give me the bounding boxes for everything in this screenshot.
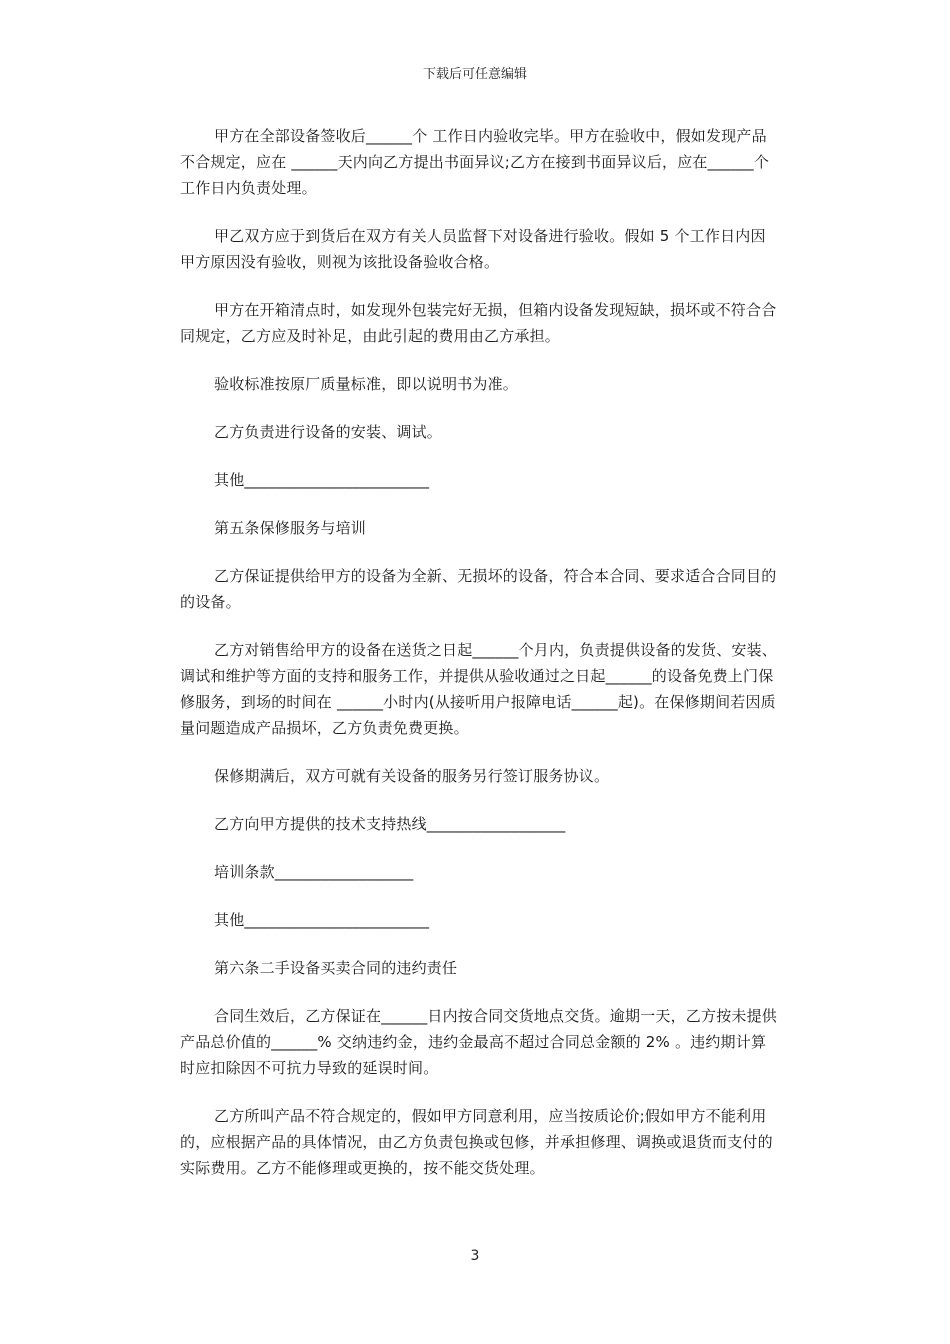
clause-nonconforming-products: 乙方所叫产品不符合规定的，假如甲方同意利用，应当按质论价;假如甲方不能利用的，应根据产品的具体情况，由乙方负责包换或包修，并承担修理、调换或退货而支付的实际费用。乙方不能修理或更换的，按不能交货处理。 (180, 1107, 773, 1177)
clause-acceptance-standard: 验收标准按原厂质量标准，即以说明书为准。 (214, 375, 519, 393)
clause-installation: 乙方负责进行设备的安装、调试。 (214, 423, 443, 441)
clause-training-terms: 培训条款__________________ (214, 863, 414, 881)
clause-warranty-service: 乙方对销售给甲方的设备在送货之日起______个月内，负责提供设备的发货、安装、调试和维护等方面的支持和服务工作，并提供从验收通过之日起______的设备免费上门保修服务，到场的时间在 ______小时内(从接听用户报障电话______起)。在保修期间若因质量问题造成产品损坏，乙方负责免费更换。 (180, 641, 778, 737)
section-heading-article-6: 第六条二手设备买卖合同的违约责任 (214, 959, 458, 977)
clause-other-blank-2: 其他________________________ (214, 911, 430, 929)
document-body (180, 123, 780, 1203)
clause-joint-inspection: 甲乙双方应于到货后在双方有关人员监督下对设备进行验收。假如 5 个工作日内因甲方原因没有验收，则视为该批设备验收合格。 (180, 227, 766, 271)
clause-post-warranty: 保修期满后，双方可就有关设备的服务另行签订服务协议。 (214, 767, 610, 785)
clause-new-equipment-guarantee: 乙方保证提供给甲方的设备为全新、无损坏的设备，符合本合同、要求适合合同目的的设备。 (180, 567, 777, 611)
page-number: 3 (470, 1248, 480, 1264)
clause-other-blank: 其他________________________ (214, 471, 430, 489)
clause-acceptance-period: 甲方在全部设备签收后______个 工作日内验收完毕。甲方在验收中，假如发现产品不合规定，应在 ______天内向乙方提出书面异议;乙方在接到书面异议后，应在______个 工作日内负责处理。 (180, 127, 770, 197)
page-header-note: 下载后可任意编辑 (422, 67, 527, 82)
clause-support-hotline: 乙方向甲方提供的技术支持热线__________________ (214, 815, 566, 833)
section-heading-article-5: 第五条保修服务与培训 (214, 519, 367, 537)
clause-unpacking-shortage: 甲方在开箱清点时，如发现外包装完好无损，但箱内设备发现短缺，损坏或不符合合同规定，乙方应及时补足，由此引起的费用由乙方承担。 (180, 301, 777, 345)
clause-late-delivery-penalty: 合同生效后，乙方保证在______日内按合同交货地点交货。逾期一天，乙方按未提供产品总价值的______% 交纳违约金，违约金最高不超过合同总金额的 2% 。违约期计算时应扣除因不可抗力导致的延误时间。 (180, 1007, 778, 1077)
